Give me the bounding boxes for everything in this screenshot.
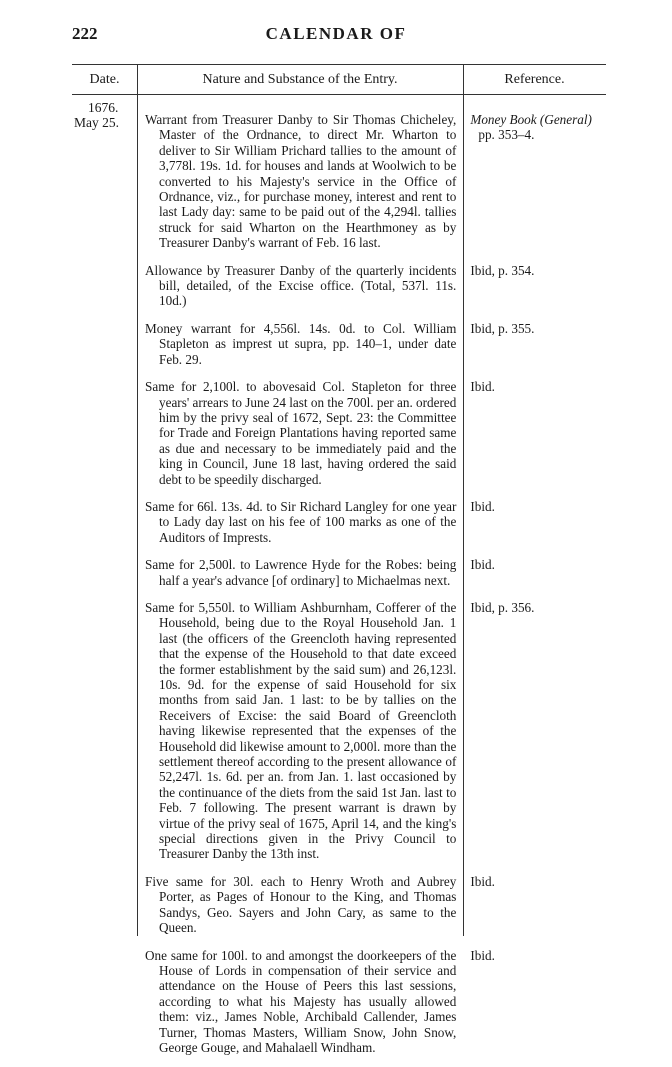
entry-row — [145, 557, 599, 588]
column-header-nature: Nature and Substance of the Entry. — [202, 72, 398, 87]
entry-row — [145, 263, 599, 309]
entry-text: One same for 100l. to and amongst the doorkeepers of the House of Lords in compensation of their service and attendance on the House of Peers this last sessions, according to what his Majesty has usually allowed them: viz., James Noble, Archibald Callender, James Turner, Thomas Masters, William Snow, John Snow, George Gouge, and Mahalaell Windham. — [145, 947, 457, 1055]
entry-text: Same for 66l. 13s. 4d. to Sir Richard Langley for one year to Lady day last on his fee of 100 marks as one of the Auditors of Imprests. — [145, 498, 457, 545]
entry-reference: Ibid. — [470, 947, 495, 963]
page-number: 222 — [72, 24, 98, 43]
column-divider-date — [137, 64, 138, 936]
entry-row — [145, 379, 599, 487]
entry-row — [145, 499, 599, 545]
entry-reference: Ibid. — [470, 498, 495, 514]
entry-text: Same for 2,500l. to Lawrence Hyde for the Robes: being half a year's advance [of ordinary] to Michaelmas next. — [145, 557, 457, 588]
entries-list — [145, 112, 599, 1067]
entry-text: Same for 5,550l. to William Ashburnham, Cofferer of the Household, being due to the Royal Household Jan. 1 last (the officers of the Greencloth having represented that the expense of the Household to that date exceed the former establishment by the said sum) and 26,123l. 10s. 9d. for the expense of said Household for six months from said Jan. 1 last: to be by tallies on the Receivers of Excise: the said Board of Greencloth having likewise represented that the expenses of the Household did likewise amount to 2,000l. more than the settlement thereof according to the present allowance of 52,247l. 1s. 6d. per an. from Jan. 1. last occasioned by the continuance of the diets from the said 1st Jan. last to Feb. 7 following. The present warrant is drawn by virtue of the privy seal of 1675, April 14, and the king's special directions given in the Privy Council to Treasurer Danby the 13th inst. — [145, 599, 457, 862]
entry-row — [145, 600, 599, 862]
reference-pages: pp. 353–4. — [478, 127, 535, 143]
entry-row — [145, 112, 599, 251]
table-top-rule — [72, 64, 606, 65]
date-cell — [74, 100, 134, 130]
entry-text: Money warrant for 4,556l. 14s. 0d. to Col. William Stapleton as imprest ut supra, pp. 140–1, under date Feb. 29. — [145, 320, 457, 367]
date-year: 1676. — [88, 100, 119, 115]
entry-reference: Ibid. — [470, 557, 495, 573]
entry-reference: Ibid, p. 354. — [470, 262, 535, 278]
date-day: May 25. — [74, 115, 119, 130]
entry-text: Five same for 30l. each to Henry Wroth and Aubrey Porter, as Pages of Honour to the King, and Thomas Sandys, Geo. Sayers and John Cary, as same to the Queen. — [145, 873, 457, 936]
entry-reference: Ibid, p. 356. — [470, 599, 535, 615]
entry-reference: Ibid. — [470, 873, 495, 889]
table-header-rule — [72, 94, 606, 95]
entry-text: Allowance by Treasurer Danby of the quarterly incidents bill, detailed, of the Excise office. (Total, 537l. 11s. 10d.) — [145, 262, 457, 309]
entry-text: Same for 2,100l. to abovesaid Col. Stapleton for three years' arrears to June 24 last on the 700l. per an. ordered him by the privy seal of 1672, Sept. 23: the Committee for Trade and Foreign Plantations having reported same as due and necessary to be immediately paid and the king in Council, June 18 last, having ordered the said debt to be speedily discharged. — [145, 379, 457, 487]
entry-text: Warrant from Treasurer Danby to Sir Thomas Chicheley, Master of the Ordnance, to direct Mr. Wharton to deliver to Sir William Prichard tallies to the amount of 3,778l. 19s. 1d. for houses and lands at Woolwich to be converted to his Majesty's service in the Office of Ordnance, viz., for purchase money, interest and rent to last Lady day: same to be paid out of the 4,294l. tallies struck for said Wharton on the Hearthmoney as by Treasurer Danby's warrant of Feb. 16 last. — [145, 112, 457, 251]
entry-reference: Ibid, p. 355. — [470, 320, 535, 336]
entry-reference: Ibid. — [470, 379, 495, 395]
page-header — [0, 18, 672, 48]
entry-reference — [464, 112, 599, 251]
column-header-reference: Reference. — [504, 72, 565, 87]
running-title: CALENDAR OF — [265, 24, 407, 43]
column-header-date: Date. — [89, 72, 120, 87]
entry-row — [145, 948, 599, 1056]
reference-source: Money Book (General) — [470, 112, 592, 127]
entry-row — [145, 874, 599, 936]
entry-row — [145, 321, 599, 367]
